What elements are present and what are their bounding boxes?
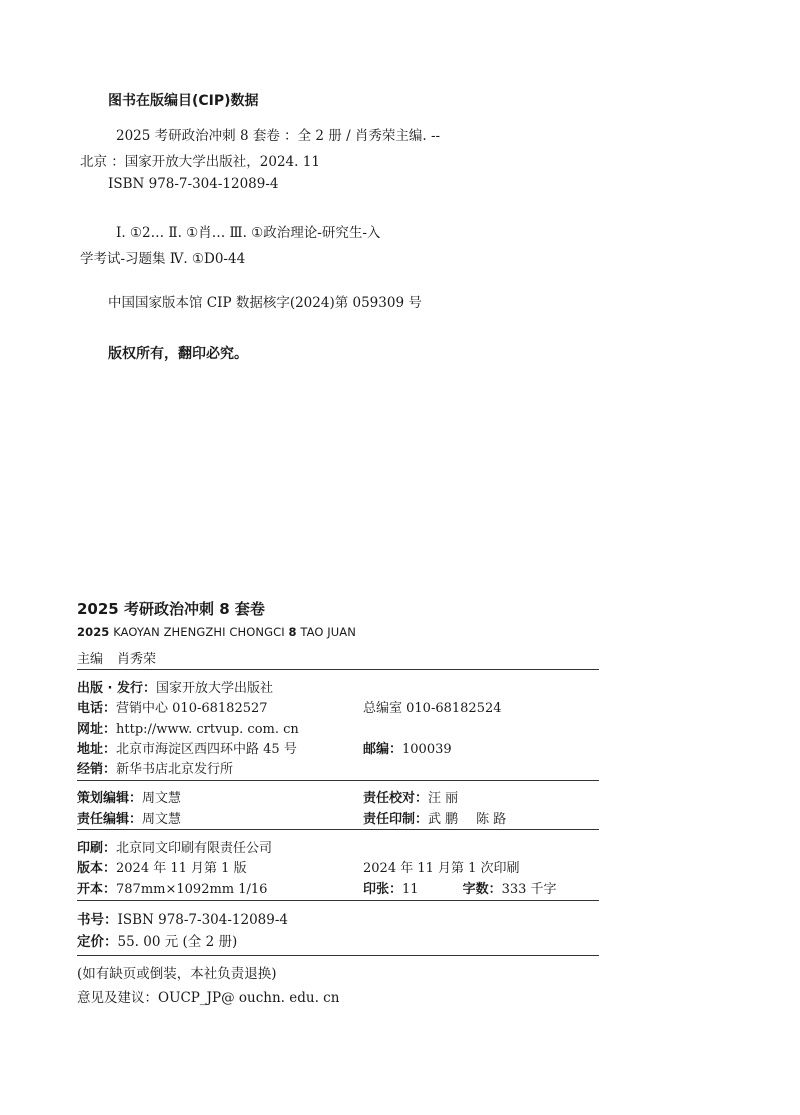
printer-row xyxy=(77,837,272,856)
address-label: 地址： xyxy=(77,742,117,757)
price-row xyxy=(77,930,237,950)
feedback-contact: 意见及建议：OUCP_JP@ ouchn. edu. cn xyxy=(77,990,340,1006)
proofreader-row xyxy=(363,787,458,806)
divider xyxy=(77,900,599,901)
distributor-label: 经销： xyxy=(77,762,117,777)
defect-return-notice: (如有缺页或倒装，本社负责退换) xyxy=(77,966,277,982)
price-label: 定价： xyxy=(77,934,118,950)
pinyin-part-a: KAOYAN ZHENGZHI CHONGCI xyxy=(113,625,285,639)
proofreader-label: 责任校对： xyxy=(363,791,429,806)
cip-title: 图书在版编目(CIP)数据 xyxy=(108,93,259,109)
responsible-editor-value: 周文慧 xyxy=(142,812,182,827)
proofreader-value: 汪 丽 xyxy=(428,791,459,806)
sheets-value: 11 xyxy=(402,882,419,897)
book-number-value: ISBN 978-7-304-12089-4 xyxy=(117,912,289,928)
print-supervisor-2: 陈 路 xyxy=(476,812,507,827)
phone-sales: 营销中心 010-68182527 xyxy=(116,701,268,716)
print-supervisor-1: 武 鹏 xyxy=(428,812,459,827)
phone-row xyxy=(77,697,268,716)
address-row xyxy=(77,738,297,757)
website-label: 网址： xyxy=(77,722,117,737)
chief-editor-label: 主编 xyxy=(77,652,104,667)
planning-editor-row xyxy=(77,787,181,806)
planning-editor-value: 周文慧 xyxy=(142,791,182,806)
address-value: 北京市海淀区西四环中路 45 号 xyxy=(116,742,297,757)
distributor-value: 新华书店北京发行所 xyxy=(116,762,234,777)
edition-value: 2024 年 11 月第 1 版 xyxy=(116,861,247,876)
cip-verification-number: 中国国家版本馆 CIP 数据核字(2024)第 059309 号 xyxy=(108,295,422,311)
publisher-label: 出版 · 发行： xyxy=(77,681,156,696)
format-value: 787mm×1092mm 1/16 xyxy=(116,882,268,897)
print-supervisor-row xyxy=(363,808,506,827)
divider xyxy=(77,780,599,781)
cip-classification-1: Ⅰ. ①2… Ⅱ. ①肖… Ⅲ. ①政治理论-研究生-入 xyxy=(116,225,381,241)
words-label: 字数： xyxy=(462,882,502,897)
publisher-value: 国家开放大学出版社 xyxy=(156,681,274,696)
postcode-value: 100039 xyxy=(402,742,452,757)
cip-classification-2: 学考试-习题集 Ⅳ. ①D0-44 xyxy=(80,251,246,267)
print-supervisor-label: 责任印制： xyxy=(363,812,429,827)
edition-row xyxy=(77,857,247,876)
chief-editor-name: 肖秀荣 xyxy=(117,652,157,667)
website-row xyxy=(77,718,299,737)
format-label: 开本： xyxy=(77,882,117,897)
edition-label: 版本： xyxy=(77,861,117,876)
cip-line-1: 2025 考研政治冲刺 8 套卷 ：全 2 册 / 肖秀荣主编. -- xyxy=(116,128,441,144)
phone-editorial: 总编室 010-68182524 xyxy=(363,701,502,716)
printer-label: 印刷： xyxy=(77,841,117,856)
chief-editor xyxy=(77,648,156,667)
book-number-label: 书号： xyxy=(77,912,118,928)
distributor-row xyxy=(77,758,233,777)
sheets-label: 印张： xyxy=(363,882,403,897)
planning-editor-label: 策划编辑： xyxy=(77,791,143,806)
book-title-pinyin xyxy=(77,625,356,639)
postcode-row xyxy=(363,738,452,757)
website-value: http://www. crtvup. com. cn xyxy=(116,722,299,737)
divider xyxy=(77,955,599,956)
format-row xyxy=(77,878,267,897)
copyright-notice: 版权所有，翻印必究。 xyxy=(108,346,248,362)
phone-label: 电话： xyxy=(77,701,117,716)
divider xyxy=(77,669,599,670)
book-number-row xyxy=(77,908,288,928)
publisher-row xyxy=(77,677,273,696)
pinyin-year: 2025 xyxy=(77,625,110,639)
words-value: 333 千字 xyxy=(501,882,557,897)
price-value: 55. 00 元 (全 2 册) xyxy=(117,934,238,950)
postcode-label: 邮编： xyxy=(363,742,403,757)
printing-value: 2024 年 11 月第 1 次印刷 xyxy=(363,861,520,876)
sheets-words-row xyxy=(363,878,557,897)
pinyin-number: 8 xyxy=(288,625,297,639)
responsible-editor-label: 责任编辑： xyxy=(77,812,143,827)
book-title: 2025 考研政治冲刺 8 套卷 xyxy=(77,600,265,618)
divider xyxy=(77,829,599,830)
responsible-editor-row xyxy=(77,808,181,827)
cip-isbn: ISBN 978-7-304-12089-4 xyxy=(108,176,279,192)
printer-value: 北京同文印刷有限责任公司 xyxy=(116,841,273,856)
pinyin-part-b: TAO JUAN xyxy=(300,625,356,639)
cip-line-2: 北京 ：国家开放大学出版社，2024. 11 xyxy=(80,154,320,170)
